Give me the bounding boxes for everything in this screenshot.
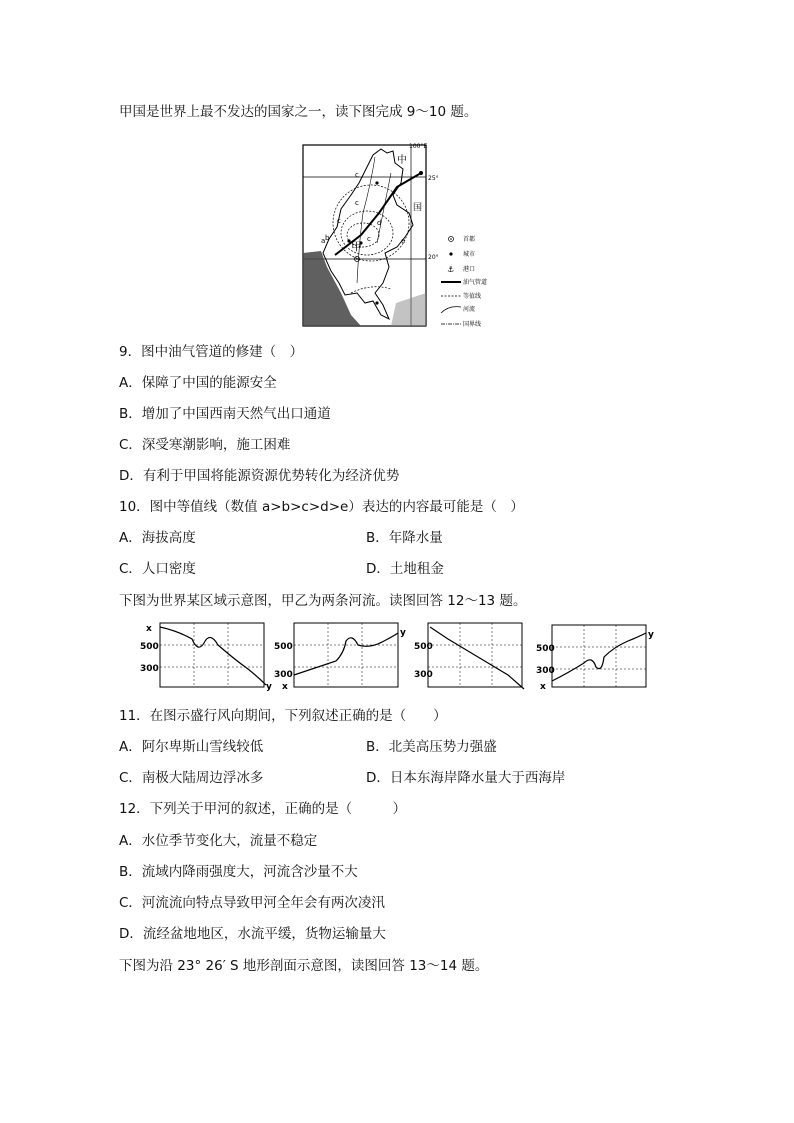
- profile-panel-3: [414, 623, 524, 689]
- svg-text:300: 300: [140, 664, 159, 674]
- svg-text:300: 300: [414, 670, 433, 680]
- q12-option-a: A．水位季节变化大，流量不稳定: [119, 833, 318, 849]
- svg-text:y: y: [266, 682, 272, 692]
- svg-text:港口: 港口: [463, 266, 476, 273]
- iso-label-c2: c: [355, 199, 359, 207]
- iso-label-e: e: [401, 237, 406, 245]
- profile-panel-2: [274, 623, 406, 692]
- svg-text:500: 500: [140, 642, 159, 652]
- q12-stem: 12．下列关于甲河的叙述，正确的是（ ）: [119, 801, 407, 817]
- q10-option-b: B．年降水量: [366, 530, 443, 546]
- lat20-label: 20°: [428, 254, 439, 261]
- q9-option-c: C．深受寒潮影响，施工困难: [119, 437, 291, 453]
- q9-option-b: B．增加了中国西南天然气出口通道: [119, 406, 331, 422]
- svg-text:300: 300: [536, 666, 555, 676]
- q12-option-b: B．流域内降雨强度大，河流含沙量不大: [119, 864, 358, 880]
- q10-stem: 10．图中等值线（数值 a>b>c>d>e）表达的内容最可能是（ ）: [119, 499, 524, 515]
- svg-text:等值线: 等值线: [463, 293, 482, 300]
- iso-label-a: a: [321, 237, 326, 245]
- svg-text:y: y: [400, 628, 406, 638]
- q11-option-a: A．阿尔卑斯山雪线较低: [119, 739, 264, 755]
- iso-label-c3: c: [337, 217, 341, 225]
- svg-text:国界线: 国界线: [463, 321, 482, 328]
- label-jia: 甲: [351, 240, 362, 253]
- iso-label-d: d: [377, 219, 382, 227]
- iso-label-b: b: [325, 234, 330, 242]
- q12-option-d: D．流经盆地地区，水流平缓，货物运输量大: [119, 926, 386, 942]
- intro-text-3: 下图为沿 23° 26′ S 地形剖面示意图，读图回答 13～14 题。: [119, 958, 489, 974]
- map-figure: [301, 143, 504, 328]
- q9-option-a: A．保障了中国的能源安全: [119, 375, 277, 391]
- svg-text:x: x: [540, 682, 546, 692]
- svg-text:y: y: [648, 630, 654, 640]
- q9-stem: 9．图中油气管道的修建（ ）: [119, 344, 304, 360]
- svg-text:⚓: ⚓: [447, 265, 455, 274]
- svg-text:x: x: [146, 624, 152, 634]
- iso-label-c1: c: [355, 171, 359, 179]
- label-china-2: 国: [413, 203, 423, 213]
- profile-panel-1: [140, 623, 272, 692]
- svg-text:500: 500: [536, 644, 555, 654]
- q10-option-d: D．土地租金: [366, 561, 444, 577]
- svg-text:300: 300: [274, 670, 293, 680]
- q12-option-c: C．河流流向特点导致甲河全年会有两次凌汛: [119, 895, 385, 911]
- svg-text:首都: 首都: [463, 236, 476, 243]
- q11-stem: 11．在图示盛行风向期间，下列叙述正确的是（ ）: [119, 708, 447, 724]
- q10-option-c: C．人口密度: [119, 561, 196, 577]
- profile-panel-4: [536, 625, 654, 692]
- svg-text:500: 500: [414, 642, 433, 652]
- q10-option-a: A．海拔高度: [119, 530, 196, 546]
- label-china-1: 中: [397, 155, 407, 166]
- iso-label-c4: c: [367, 235, 371, 243]
- q11-option-c: C．南极大陆周边浮冰多: [119, 770, 264, 786]
- lat25-label: 25°: [428, 175, 439, 182]
- svg-text:油气管道: 油气管道: [463, 279, 488, 286]
- map-legend: [441, 235, 487, 328]
- svg-text:城市: 城市: [463, 251, 476, 258]
- svg-text:500: 500: [274, 642, 293, 652]
- q11-option-d: D．日本东海岸降水量大于西海岸: [366, 770, 566, 786]
- intro-text-1: 甲国是世界上最不发达的国家之一，读下图完成 9～10 题。: [119, 104, 478, 120]
- q11-option-b: B．北美高压势力强盛: [366, 739, 497, 755]
- svg-text:x: x: [282, 682, 288, 692]
- lon-label: 100°E: [409, 143, 428, 150]
- svg-text:河流: 河流: [463, 306, 476, 313]
- profile-figures: [138, 619, 658, 693]
- q9-option-d: D．有利于甲国将能源资源优势转化为经济优势: [119, 468, 400, 484]
- intro-text-2: 下图为世界某区域示意图，甲乙为两条河流。读图回答 12～13 题。: [119, 593, 527, 609]
